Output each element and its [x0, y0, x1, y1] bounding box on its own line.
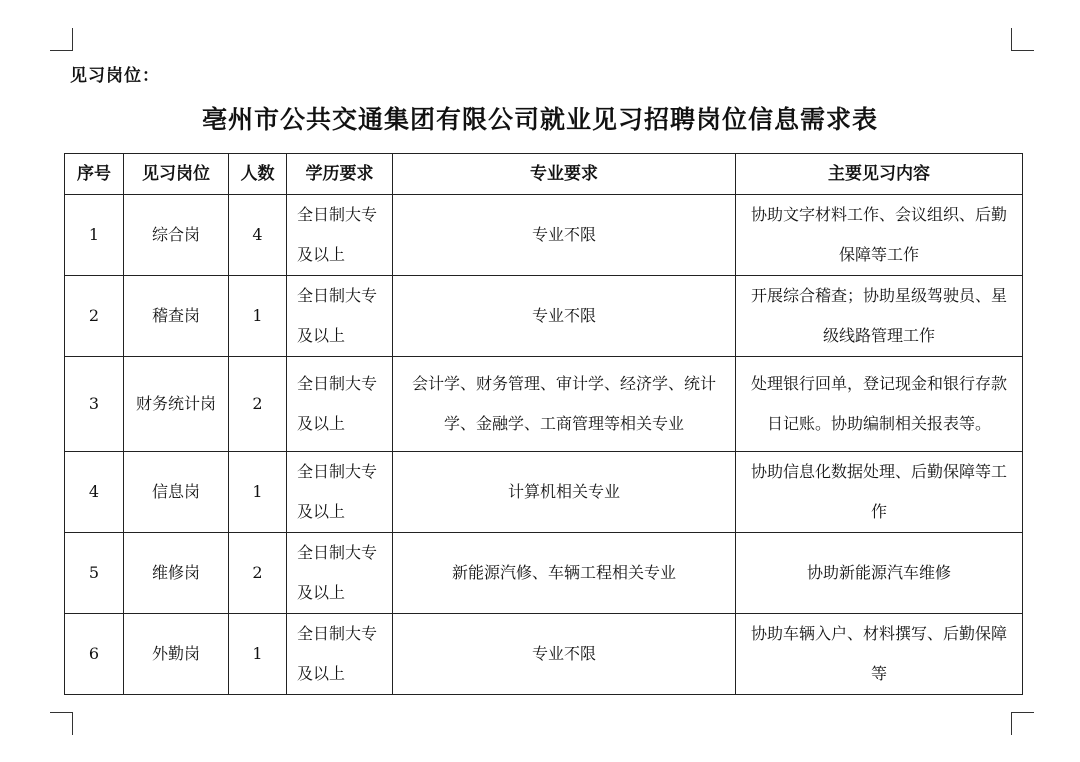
cell-content: 开展综合稽查；协助星级驾驶员、星级线路管理工作	[736, 276, 1023, 357]
cell-count: 1	[229, 452, 287, 533]
cell-position: 外勤岗	[124, 614, 229, 695]
cell-position: 财务统计岗	[124, 357, 229, 452]
cell-major: 计算机相关专业	[393, 452, 736, 533]
cell-education: 全日制大专及以上	[287, 533, 393, 614]
cell-content: 协助文字材料工作、会议组织、后勤保障等工作	[736, 195, 1023, 276]
table-row	[65, 195, 1023, 276]
crop-mark-bottom-right	[1011, 712, 1034, 735]
cell-position: 综合岗	[124, 195, 229, 276]
header-position: 见习岗位	[124, 154, 229, 195]
cell-no: 1	[65, 195, 124, 276]
header-education: 学历要求	[287, 154, 393, 195]
cell-no: 2	[65, 276, 124, 357]
cell-major: 专业不限	[393, 276, 736, 357]
cell-count: 1	[229, 276, 287, 357]
cell-no: 4	[65, 452, 124, 533]
header-count: 人数	[229, 154, 287, 195]
header-no: 序号	[65, 154, 124, 195]
header-content: 主要见习内容	[736, 154, 1023, 195]
cell-position: 稽查岗	[124, 276, 229, 357]
table-row	[65, 357, 1023, 452]
table-row	[65, 276, 1023, 357]
cell-no: 6	[65, 614, 124, 695]
document-title: 亳州市公共交通集团有限公司就业见习招聘岗位信息需求表	[201, 105, 878, 134]
section-label: 见习岗位：	[70, 66, 160, 86]
cell-major: 专业不限	[393, 195, 736, 276]
cell-count: 2	[229, 357, 287, 452]
cell-no: 5	[65, 533, 124, 614]
cell-major: 会计学、财务管理、审计学、经济学、统计学、金融学、工商管理等相关专业	[393, 357, 736, 452]
positions-table	[64, 153, 1023, 695]
cell-no: 3	[65, 357, 124, 452]
table-header-row	[65, 154, 1023, 195]
cell-education: 全日制大专及以上	[287, 195, 393, 276]
cell-position: 信息岗	[124, 452, 229, 533]
cell-education: 全日制大专及以上	[287, 452, 393, 533]
cell-education: 全日制大专及以上	[287, 357, 393, 452]
cell-education: 全日制大专及以上	[287, 276, 393, 357]
cell-position: 维修岗	[124, 533, 229, 614]
crop-mark-top-left	[50, 28, 73, 51]
cell-content: 协助车辆入户、材料撰写、后勤保障等	[736, 614, 1023, 695]
cell-count: 2	[229, 533, 287, 614]
table-row	[65, 533, 1023, 614]
table-row	[65, 452, 1023, 533]
cell-content: 协助信息化数据处理、后勤保障等工作	[736, 452, 1023, 533]
cell-count: 1	[229, 614, 287, 695]
cell-content: 协助新能源汽车维修	[736, 533, 1023, 614]
cell-major: 专业不限	[393, 614, 736, 695]
crop-mark-bottom-left	[50, 712, 73, 735]
cell-major: 新能源汽修、车辆工程相关专业	[393, 533, 736, 614]
cell-education: 全日制大专及以上	[287, 614, 393, 695]
cell-count: 4	[229, 195, 287, 276]
table-row	[65, 614, 1023, 695]
header-major: 专业要求	[393, 154, 736, 195]
cell-content: 处理银行回单，登记现金和银行存款日记账。协助编制相关报表等。	[736, 357, 1023, 452]
crop-mark-top-right	[1011, 28, 1034, 51]
